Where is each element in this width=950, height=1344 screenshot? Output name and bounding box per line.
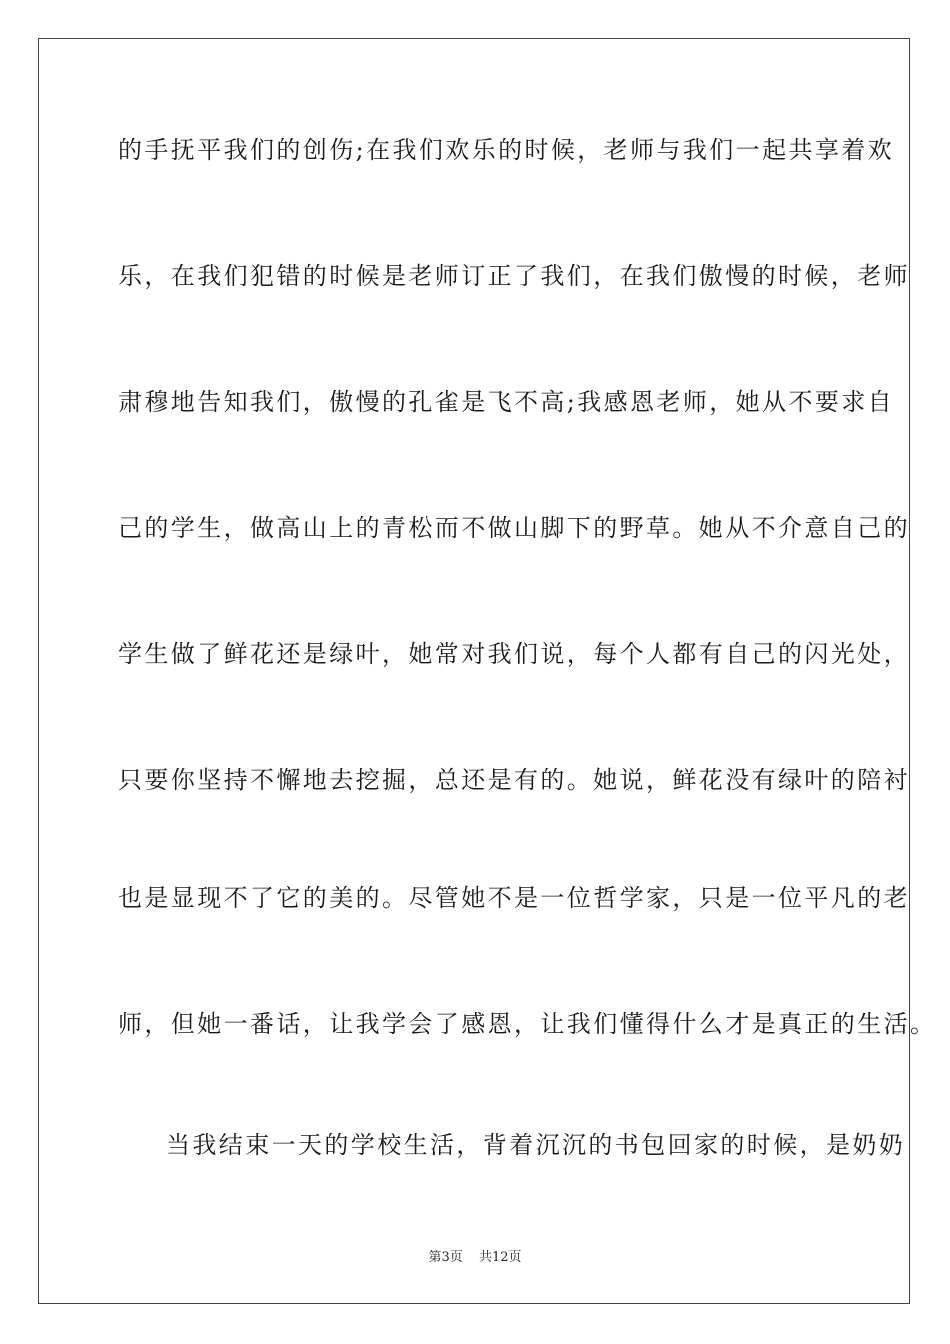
text-line: 师，但她一番话，让我学会了感恩，让我们懂得什么才是真正的生活。 [118, 1010, 937, 1038]
text-line: 肃穆地告知我们，傲慢的孔雀是飞不高;我感恩老师，她从不要求自 [118, 388, 895, 416]
text-line: 己的学生，做高山上的青松而不做山脚下的野草。她从不介意自己的 [118, 514, 910, 542]
text-line: 只要你坚持不懈地去挖掘，总还是有的。她说，鲜花没有绿叶的陪衬 [118, 766, 910, 794]
page-border [38, 38, 937, 1304]
text-line: 也是显现不了它的美的。尽管她不是一位哲学家，只是一位平凡的老 [118, 884, 910, 912]
text-line: 的手抚平我们的创伤;在我们欢乐的时候，老师与我们一起共享着欢 [118, 136, 895, 164]
total-pages: 共12页 [478, 1250, 522, 1265]
paragraph-first-line: 当我结束一天的学校生活，背着沉沉的书包回家的时候，是奶奶 [166, 1131, 906, 1159]
page-number: 第3页 [428, 1250, 463, 1265]
page-footer [0, 1246, 950, 1265]
text-line: 乐，在我们犯错的时候是老师订正了我们，在我们傲慢的时候，老师 [118, 262, 910, 290]
text-line: 学生做了鲜花还是绿叶，她常对我们说，每个人都有自己的闪光处， [118, 640, 910, 668]
